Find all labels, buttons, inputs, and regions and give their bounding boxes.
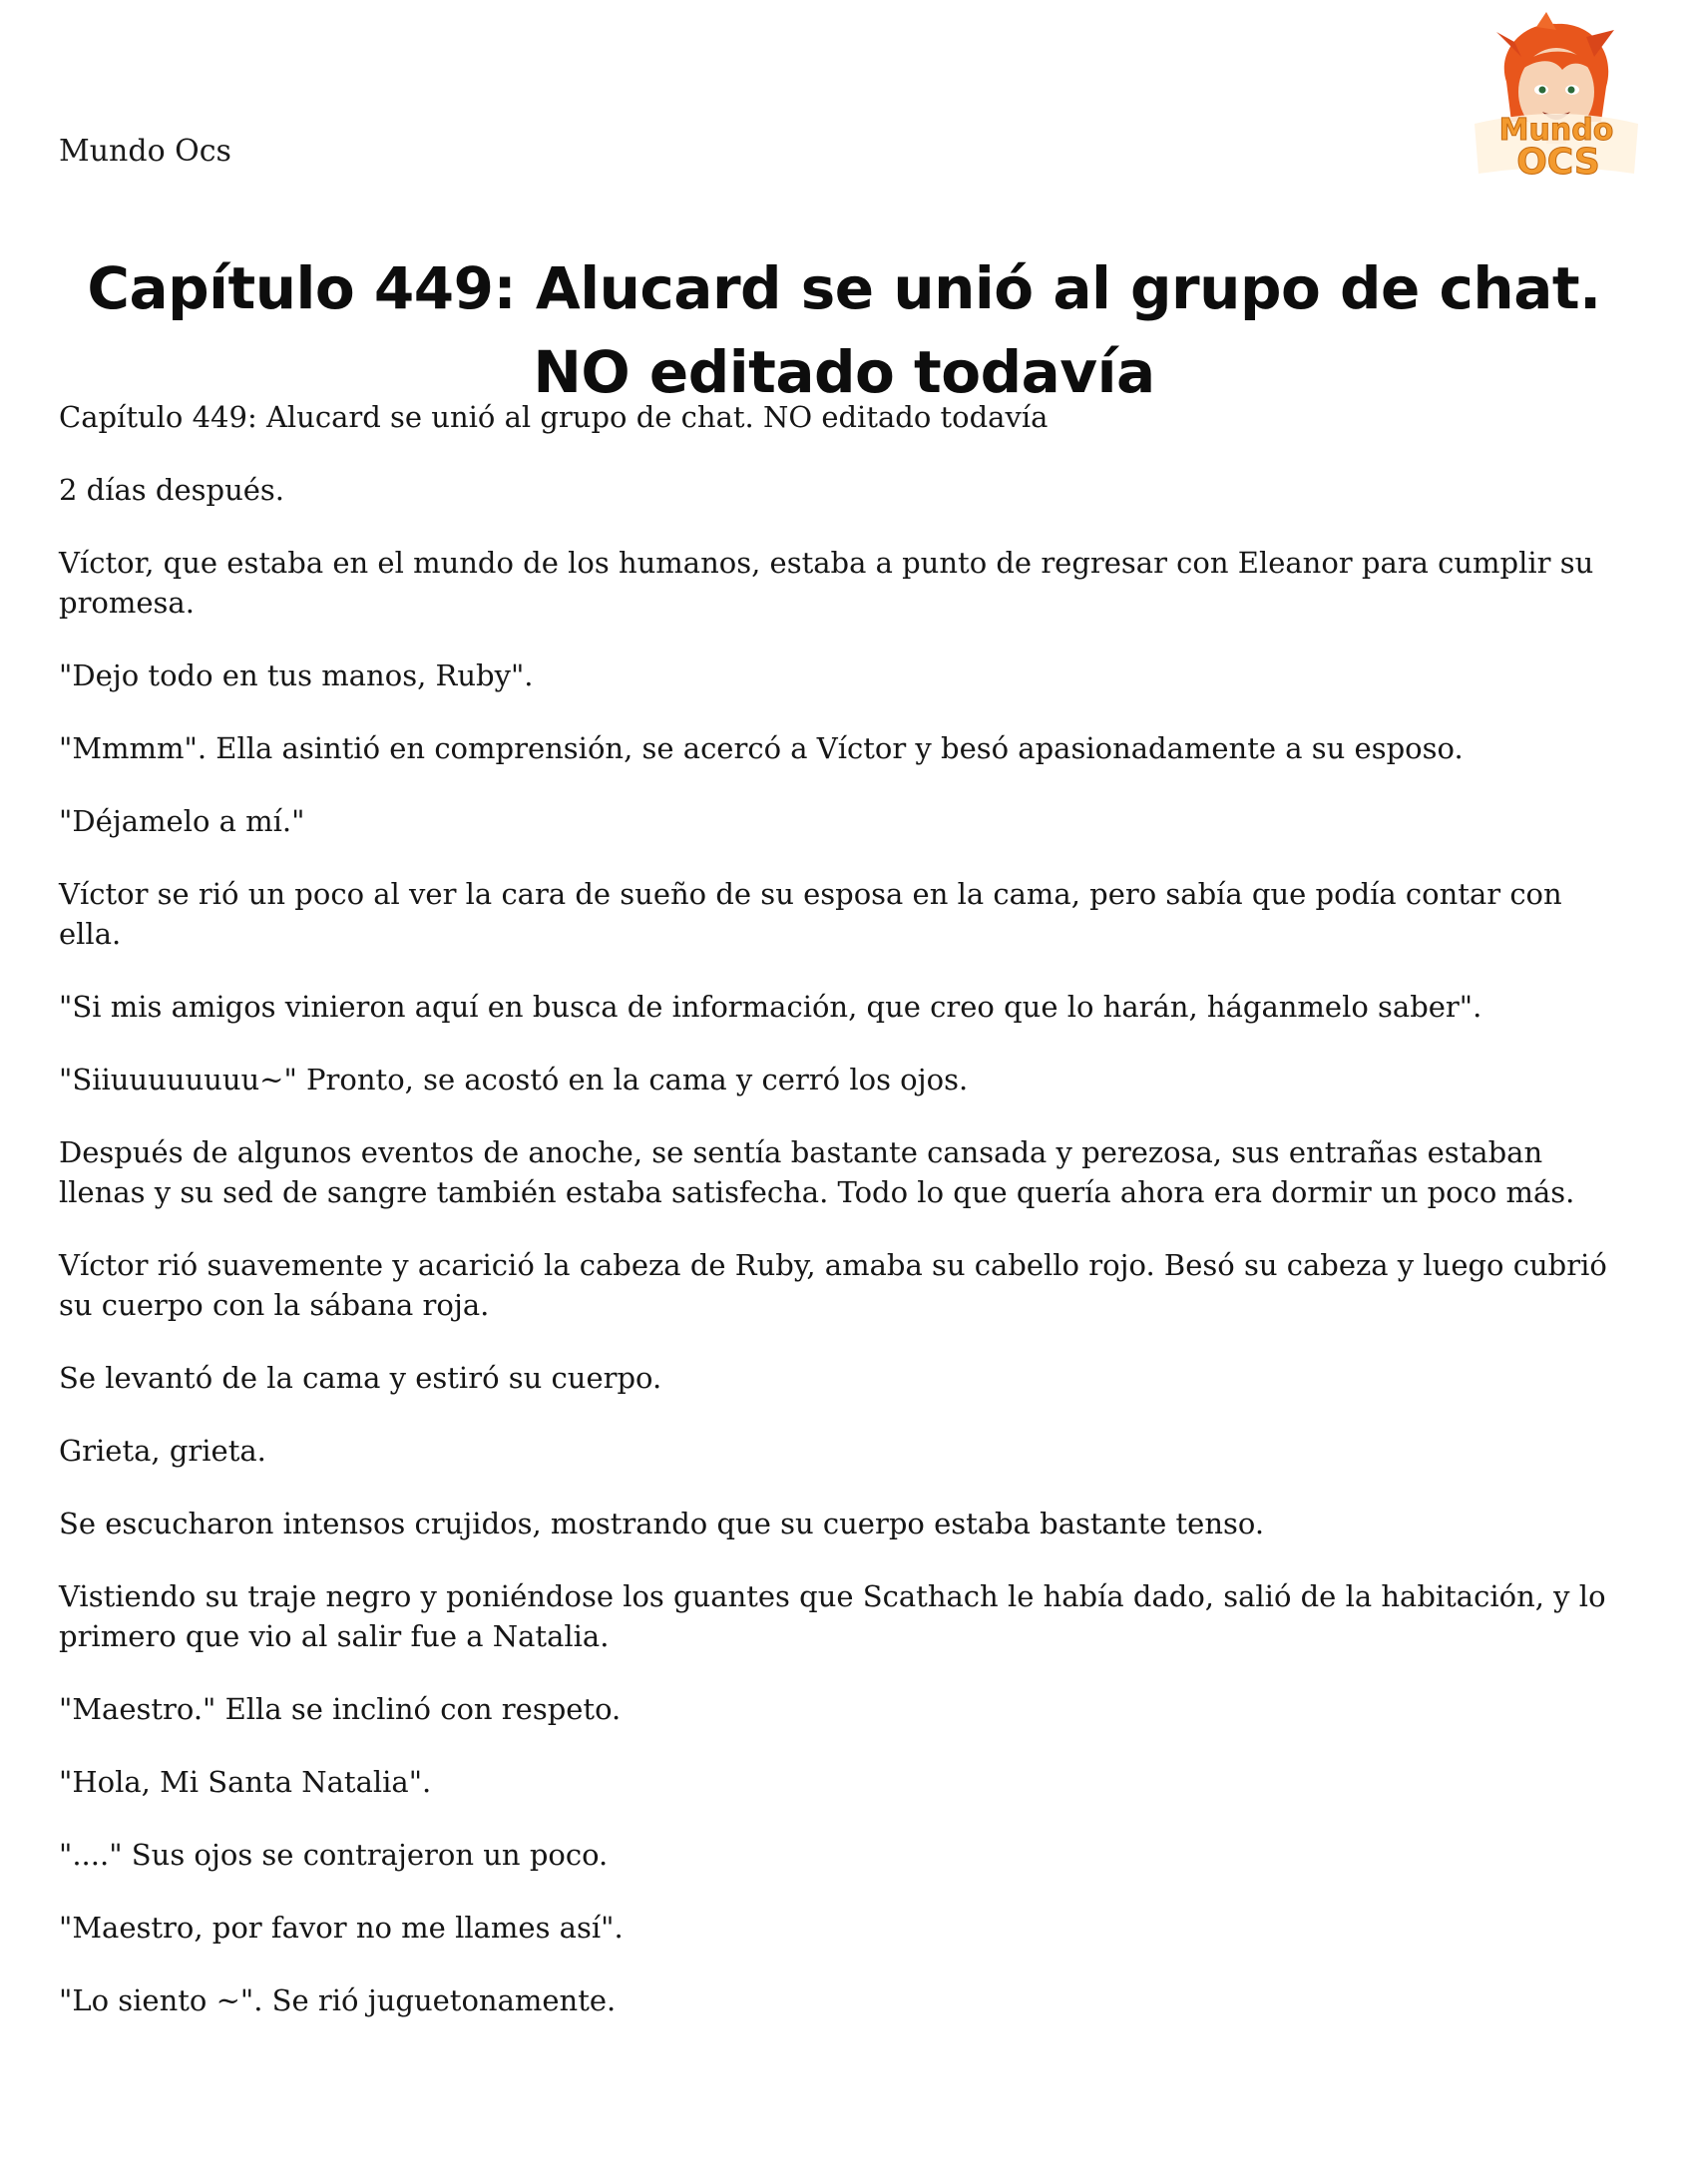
paragraph: "...." Sus ojos se contrajeron un poco. [59,1838,609,1872]
paragraph: Se levantó de la cama y estiró su cuerpo. [59,1361,662,1395]
paragraph: Se escucharon intensos crujidos, mostrando que su cuerpo estaba bastante tenso. [59,1507,1265,1540]
paragraph: Víctor rió suavemente y acarició la cabeza de Ruby, amaba su cabello rojo. Besó su cabeza y luego cubrió su cuerpo con la sábana roja. [59,1248,1607,1322]
paragraph: Vistiendo su traje negro y poniéndose los guantes que Scathach le había dado, salió de la habitación, y lo primero que vio al salir fue a Natalia. [59,1579,1606,1653]
paragraph: "Siiuuuuuuuu~" Pronto, se acostó en la cama y cerró los ojos. [59,1063,969,1096]
mundo-ocs-logo-icon [1467,12,1646,184]
paragraph: "Si mis amigos vinieron aquí en busca de información, que creo que lo harán, háganmelo saber". [59,990,1482,1024]
paragraph: Víctor se rió un poco al ver la cara de sueño de su esposa en la cama, pero sabía que podía contar con ella. [59,877,1562,951]
paragraph: Grieta, grieta. [59,1434,266,1468]
paragraph: "Hola, Mi Santa Natalia". [59,1765,432,1799]
paragraph: "Maestro." Ella se inclinó con respeto. [59,1692,622,1726]
paragraph: Víctor, que estaba en el mundo de los humanos, estaba a punto de regresar con Eleanor para cumplir su promesa. [59,546,1594,620]
paragraph: 2 días después. [59,473,285,507]
page-title: Capítulo 449: Alucard se unió al grupo de chat. NO editado todavía [87,253,1601,406]
paragraph: "Déjamelo a mí." [59,804,305,838]
site-name: Mundo Ocs [59,134,231,169]
paragraph: "Maestro, por favor no me llames así". [59,1911,624,1945]
svg-text:Mundo: Mundo [1498,113,1614,148]
paragraph: Después de algunos eventos de anoche, se sentía bastante cansada y perezosa, sus entrañas estaban llenas y su sed de sangre también estaba satisfecha. Todo lo que quería ahora era dormir un poco más. [59,1135,1575,1209]
paragraph: "Lo siento ~". Se rió juguetonamente. [59,1983,617,2017]
paragraph: "Mmmm". Ella asintió en comprensión, se acercó a Víctor y besó apasionadamente a su esposo. [59,731,1464,765]
chapter-body [59,397,1631,2053]
paragraph: "Dejo todo en tus manos, Ruby". [59,658,534,692]
svg-text:OCS: OCS [1516,142,1600,183]
paragraph: Capítulo 449: Alucard se unió al grupo de chat. NO editado todavía [59,400,1049,434]
